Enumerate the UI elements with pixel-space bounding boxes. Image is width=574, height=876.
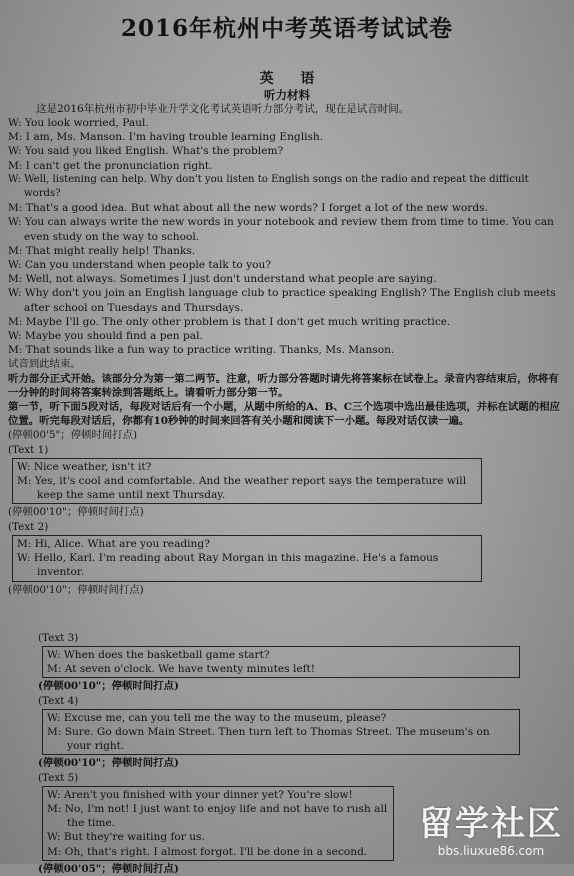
- dialogue-line: M: That sounds like a fun way to practice writing. Thanks, Ms. Manson.: [8, 344, 395, 357]
- pause-note: (停顿00'10"；停顿时间打点): [38, 757, 179, 770]
- dialogue-line: W: But they're waiting for us.: [47, 831, 205, 844]
- pause-note: (停顿00'5"；停顿时间打点): [8, 429, 138, 442]
- dialogue-line: M: That's a good idea. But what about all the new words? I forget a lot of the new words.: [8, 202, 488, 215]
- dialogue-line: M: Hi, Alice. What are you reading?: [17, 537, 210, 550]
- pause-note: (停顿00'10"；停顿时间打点): [8, 583, 144, 596]
- dialogue-line: M: Sure. Go down Main Street. Then turn left to Thomas Street. The museum's on your right.: [47, 725, 490, 753]
- dialogue-box-text-1: [12, 458, 482, 505]
- watermark-url: bbs.liuxue86.com: [437, 844, 545, 858]
- dialogue-line: W: Hello, Karl. I'm reading about Ray Morgan in this magazine. He's a famous inventor.: [17, 552, 439, 579]
- text-label: (Text 5): [38, 771, 79, 784]
- dialogue-line: M: Well, not always. Sometimes I just don't understand what people are saying.: [8, 273, 437, 286]
- intro-text: 这是2016年杭州市初中毕业升学文化考试英语听力部分考试，现在是试音时间。: [36, 103, 410, 115]
- trial-end-text: 试音到此结束。: [8, 358, 81, 371]
- dialogue-line: W: Nice weather, isn't it?: [17, 460, 152, 473]
- dialogue-line: M: That might really help! Thanks.: [8, 244, 196, 257]
- watermark-logo: [416, 804, 566, 858]
- subject-heading: 英 语: [259, 71, 315, 87]
- dialogue-line: W: You can always write the new words in your notebook and review them from time to time. You can even study on the way to school.: [8, 216, 554, 243]
- instruction-paragraph: 第一节，听下面5段对话，每段对话后有一个小题，从题中所给的A、B、C三个选项中选出最佳选项，并标在试题的相应位置。听完每段对话后，你都有10秒钟的时间来回答有关小题和阅读下一小题。每段对话仅读一遍。: [8, 401, 560, 428]
- dialogue-box-text-5: [42, 786, 394, 861]
- instruction-paragraph: 听力部分正式开始。该部分分为第一第二两节。注意，听力部分答题时请先将答案标在试卷上。录音内容结束后，你将有一分钟的时间将答案转涂到答题纸上。请看听力部分第一节。: [8, 372, 559, 399]
- dialogue-line: M: I can't get the pronunciation right.: [8, 159, 213, 172]
- dialogue-box-text-4: [42, 709, 520, 756]
- pause-note: (停顿00'10"；停顿时间打点): [38, 680, 179, 693]
- dialogue-line: W: You look worried, Paul.: [8, 117, 149, 129]
- dialogue-line: M: I am, Ms. Manson. I'm having trouble learning English.: [8, 131, 324, 144]
- pause-note: (停顿00'05"；停顿时间打点): [38, 862, 179, 875]
- text-label: (Text 1): [8, 443, 49, 456]
- dialogue-line: W: When does the basketball game start?: [47, 648, 270, 661]
- dialogue-box-text-3: [42, 646, 520, 678]
- dialogue-box-text-2: [12, 535, 482, 582]
- dialogue-line: M: Maybe I'll go. The only other problem is that I don't get much writing practice.: [8, 315, 451, 328]
- trial-dialogue: [8, 116, 566, 357]
- text-label: (Text 2): [8, 520, 49, 533]
- text-label: (Text 3): [38, 631, 79, 644]
- dialogue-line: W: Well, listening can help. Why don't you listen to English songs on the radio and repeat the difficult words?: [8, 173, 529, 200]
- watermark-text: 留学社区: [419, 804, 563, 844]
- dialogue-line: M: At seven o'clock. We have twenty minutes left!: [47, 663, 316, 676]
- page-title: 2016年杭州中考英语考试试卷: [120, 15, 453, 42]
- dialogue-line: M: Oh, that's right. I almost forgot. I'll be done in a second.: [47, 845, 368, 858]
- listening-heading: 听力材料: [264, 88, 310, 102]
- dialogue-line: M: No, I'm not! I just want to enjoy life and not have to rush all the time.: [47, 802, 388, 830]
- text-label: (Text 4): [38, 694, 79, 707]
- dialogue-line: M: Yes, it's cool and comfortable. And the weather report says the temperature will keep the same until next Thursday.: [17, 475, 467, 502]
- pause-note: (停顿00'10"；停顿时间打点): [8, 506, 144, 519]
- dialogue-line: W: Can you understand when people talk to you?: [8, 259, 272, 272]
- spacer: [8, 597, 566, 631]
- dialogue-line: W: Aren't you finished with your dinner yet? You're slow!: [47, 788, 353, 801]
- dialogue-line: W: You said you liked English. What's the problem?: [8, 145, 284, 158]
- dialogue-line: W: Maybe you should find a pen pal.: [8, 330, 203, 343]
- dialogue-line: W: Excuse me, can you tell me the way to the museum, please?: [47, 711, 387, 724]
- dialogue-line: W: Why don't you join an English language club to practice speaking English? The English club meets after school on Tuesdays and Thursdays.: [8, 287, 556, 314]
